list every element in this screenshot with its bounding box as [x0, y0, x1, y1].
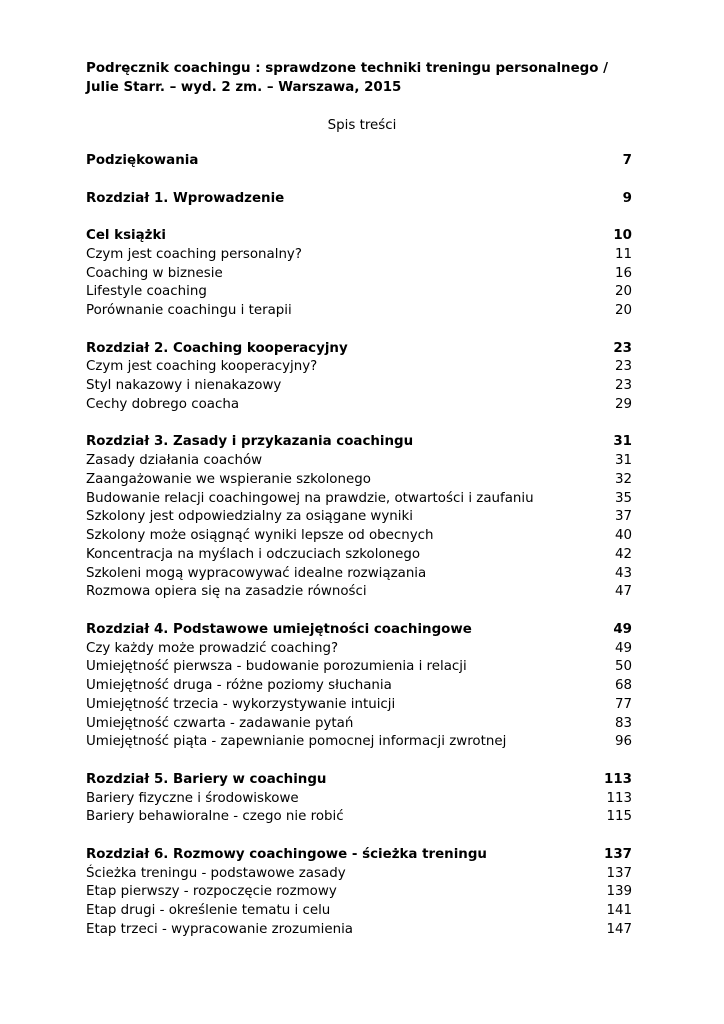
toc-entry-row	[86, 640, 632, 659]
toc-entry-title: Etap drugi - określenie tematu i celu	[86, 903, 331, 918]
toc-page-number: 113	[604, 771, 632, 787]
toc-entry-row	[86, 452, 632, 471]
toc-page-number: 32	[614, 471, 632, 487]
header-line-1: Podręcznik coachingu : sprawdzone techniki treningu personalnego /	[86, 61, 608, 76]
toc-entry-title: Koncentracja na myślach i odczuciach szkolonego	[86, 546, 421, 562]
toc-page-number: 139	[606, 884, 632, 900]
toc-entry-row	[86, 283, 632, 302]
toc-page-number: 47	[614, 584, 632, 600]
toc-page-number: 49	[613, 621, 632, 637]
toc-page-number: 137	[606, 865, 632, 881]
toc-entry-title: Styl nakazowy i nienakazowy	[86, 378, 282, 393]
toc-page-number: 83	[614, 715, 632, 731]
toc-chapter-row	[86, 340, 632, 359]
toc-chapter-row	[86, 152, 632, 171]
toc-entry-row	[86, 790, 632, 809]
toc-title: Spis treści	[327, 118, 397, 133]
toc-chapter-row	[86, 190, 632, 209]
toc-entry-row	[86, 883, 632, 902]
toc-page-number: 37	[614, 509, 632, 525]
section-gap	[86, 752, 632, 771]
toc-page-number: 96	[614, 734, 632, 750]
toc-entry-title: Etap pierwszy - rozpoczęcie rozmowy	[86, 884, 337, 900]
toc-entry-row	[86, 658, 632, 677]
toc-entry-row	[86, 733, 632, 752]
toc-entry-title: Cechy dobrego coacha	[86, 396, 240, 412]
section-gap	[86, 827, 632, 846]
toc-entry-title: Czy każdy może prowadzić coaching?	[86, 640, 339, 656]
toc-chapter-row	[86, 227, 632, 246]
toc-page-number: 23	[614, 378, 632, 393]
toc-entry-title: Zasady działania coachów	[86, 453, 263, 468]
toc-page-number: 31	[613, 434, 632, 450]
toc-entry-title: Porównanie coachingu i terapii	[86, 303, 292, 318]
toc-page-number: 49	[614, 640, 632, 656]
toc-chapter-row	[86, 433, 632, 452]
toc-page-number: 40	[614, 528, 632, 543]
toc-entry-title: Podziękowania	[86, 153, 199, 168]
toc-page-number: 50	[614, 659, 632, 675]
toc-entry-row	[86, 377, 632, 396]
toc-entry-row	[86, 396, 632, 415]
toc-entry-title: Czym jest coaching personalny?	[86, 246, 302, 262]
toc-page-number: 29	[614, 396, 632, 412]
section-gap	[86, 415, 632, 434]
toc-page-number: 23	[614, 359, 632, 375]
bibliographic-header	[86, 60, 646, 97]
section-gap	[86, 602, 632, 621]
toc-entry-title: Szkolony jest odpowiedzialny za osiągane wyniki	[86, 509, 413, 525]
toc-entry-title: Lifestyle coaching	[86, 284, 207, 300]
toc-entry-row	[86, 808, 632, 827]
toc-entry-title: Coaching w biznesie	[86, 265, 223, 281]
toc-entry-title: Umiejętność pierwsza - budowanie porozumienia i relacji	[86, 659, 467, 675]
toc-entry-title: Zaangażowanie we wspieranie szkolonego	[86, 471, 371, 487]
toc-page-number: 42	[614, 546, 632, 562]
toc-page-number: 20	[614, 303, 632, 318]
toc-page-number: 23	[613, 340, 632, 356]
toc-entry-row	[86, 677, 632, 696]
toc-entry-row	[86, 696, 632, 715]
toc-entry-title: Czym jest coaching kooperacyjny?	[86, 359, 318, 375]
toc-page-number: 113	[606, 790, 632, 806]
toc-page-number: 35	[614, 490, 632, 506]
toc-page-number: 43	[614, 565, 632, 581]
table-of-contents	[86, 152, 632, 940]
toc-page-number: 68	[614, 678, 632, 693]
toc-entry-row	[86, 565, 632, 584]
toc-entry-title: Etap trzeci - wypracowanie zrozumienia	[86, 921, 353, 937]
toc-entry-title: Szkolony może osiągnąć wyniki lepsze od obecnych	[86, 528, 434, 543]
toc-entry-title: Umiejętność piąta - zapewnianie pomocnej informacji zwrotnej	[86, 734, 507, 750]
toc-entry-title: Budowanie relacji coachingowej na prawdzie, otwartości i zaufaniu	[86, 490, 534, 506]
toc-page-number: 16	[614, 265, 632, 281]
toc-entry-title: Rozdział 2. Coaching kooperacyjny	[86, 340, 348, 356]
toc-entry-title: Rozdział 3. Zasady i przykazania coachingu	[86, 434, 414, 450]
toc-entry-row	[86, 471, 632, 490]
toc-entry-title: Rozdział 4. Podstawowe umiejętności coachingowe	[86, 621, 472, 637]
toc-page-number: 77	[614, 696, 632, 712]
toc-page-number: 9	[622, 190, 632, 206]
toc-page-number: 147	[606, 921, 632, 937]
toc-entry-title: Bariery fizyczne i środowiskowe	[86, 790, 299, 806]
toc-entry-title: Szkoleni mogą wypracowywać idealne rozwiązania	[86, 565, 427, 581]
section-gap	[86, 321, 632, 340]
toc-page-number: 115	[606, 809, 632, 825]
toc-entry-title: Rozdział 1. Wprowadzenie	[86, 190, 285, 206]
toc-entry-title: Ścieżka treningu - podstawowe zasady	[86, 865, 346, 881]
toc-entry-title: Umiejętność trzecia - wykorzystywanie intuicji	[86, 696, 396, 712]
toc-page-number: 137	[604, 846, 632, 862]
toc-page-number: 20	[614, 284, 632, 300]
toc-page-number: 10	[613, 228, 632, 243]
toc-entry-title: Bariery behawioralne - czego nie robić	[86, 809, 344, 825]
toc-page-number: 7	[622, 153, 632, 168]
toc-chapter-row	[86, 771, 632, 790]
toc-entry-title: Rozmowa opiera się na zasadzie równości	[86, 584, 367, 600]
toc-entry-row	[86, 358, 632, 377]
toc-page-number: 11	[614, 246, 632, 262]
section-gap	[86, 208, 632, 227]
toc-entry-row	[86, 902, 632, 921]
header-line-2: Julie Starr. – wyd. 2 zm. – Warszawa, 2015	[86, 79, 402, 95]
toc-entry-row	[86, 546, 632, 565]
toc-chapter-row	[86, 846, 632, 865]
toc-entry-row	[86, 527, 632, 546]
toc-entry-row	[86, 490, 632, 509]
toc-entry-title: Umiejętność czwarta - zadawanie pytań	[86, 715, 354, 731]
toc-entry-title: Cel książki	[86, 228, 166, 243]
toc-entry-row	[86, 302, 632, 321]
toc-entry-row	[86, 715, 632, 734]
toc-page-number: 141	[606, 903, 632, 918]
toc-entry-title: Rozdział 5. Bariery w coachingu	[86, 771, 327, 787]
toc-entry-row	[86, 265, 632, 284]
toc-entry-row	[86, 583, 632, 602]
toc-entry-row	[86, 246, 632, 265]
section-gap	[86, 171, 632, 190]
toc-entry-title: Rozdział 6. Rozmowy coachingowe - ścieżka treningu	[86, 846, 487, 862]
toc-entry-title: Umiejętność druga - różne poziomy słuchania	[86, 678, 392, 693]
toc-page-number: 31	[614, 453, 632, 468]
toc-chapter-row	[86, 621, 632, 640]
toc-entry-row	[86, 508, 632, 527]
toc-entry-row	[86, 865, 632, 884]
toc-entry-row	[86, 921, 632, 940]
